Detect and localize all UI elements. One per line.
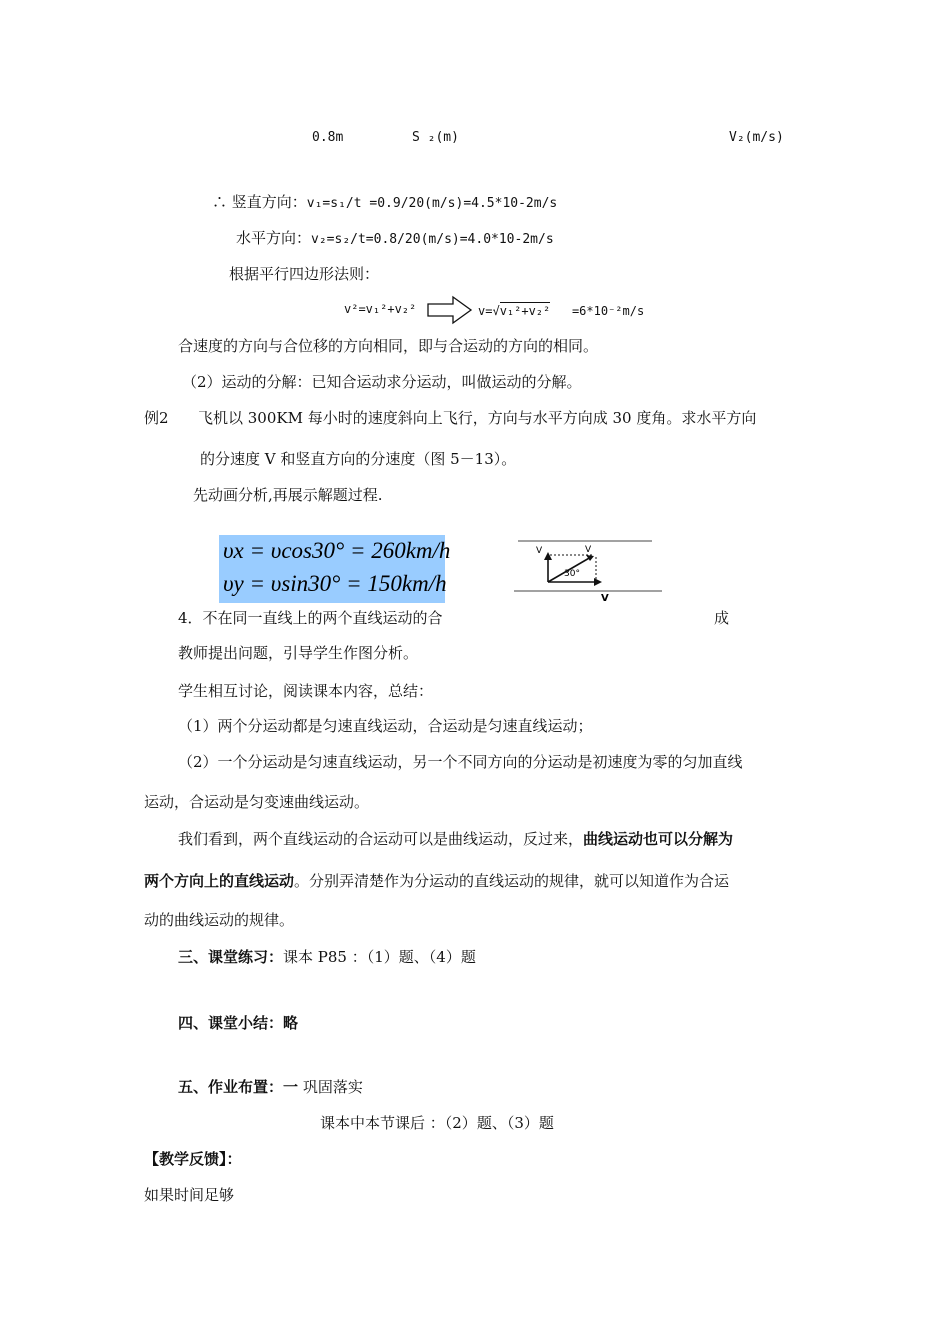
vertical-prefix: ∴ 竖直方向： [212, 193, 307, 211]
para-a: 我们看到，两个直线运动的合运动可以是曲线运动，反过来， [178, 830, 584, 848]
feedback-title: 【教学反馈】： [144, 1150, 242, 1168]
example2-line1: 飞机以 300KM 每小时的速度斜向上飞行，方向与水平方向成 30 度角。求水平方向 [198, 409, 757, 427]
label-s1: 0.8m [312, 130, 344, 145]
para-line2 [144, 872, 729, 890]
students-line: 学生相互讨论，阅读课本内容，总结： [178, 682, 434, 700]
horizontal-prefix: 水平方向： [236, 229, 312, 247]
eq-right-root: v₁²+v₂² [499, 304, 551, 318]
eq-right-prefix: v= [478, 304, 493, 318]
eq-right: v=√v₁²+v₂² =6*10⁻²m/s [478, 304, 645, 318]
diagram-v: V [585, 545, 592, 555]
decomposition: （2）运动的分解：已知合运动求分运动，叫做运动的分解。 [182, 373, 582, 391]
example2-label: 例2 [144, 409, 169, 427]
parallelogram-rule: 根据平行四边形法则： [229, 265, 380, 283]
section5-text: 巩固落实 [302, 1078, 363, 1096]
diagram-vx: V [601, 593, 609, 604]
section3 [178, 948, 476, 966]
section4b-title: 四、课堂小结：略 [178, 1014, 299, 1032]
point2-line1: （2）一个分运动是匀速直线运动，另一个不同方向的分运动是初速度为零的匀加直线 [178, 753, 743, 771]
teacher-line: 教师提出问题，引导学生作图分析。 [178, 644, 419, 662]
para-d: 。分别弄清楚作为分运动的直线运动的规律，就可以知道作为合运 [294, 872, 730, 890]
formula-line-1: υx = υcos30° = 260km/h [223, 538, 451, 563]
velocity-diagram [514, 538, 664, 606]
label-v2: V₂(m/s) [729, 130, 784, 145]
section4-right: 成 [714, 609, 730, 627]
point2-line2: 运动，合运动是匀变速曲线运动。 [144, 793, 370, 811]
vertical-line [212, 193, 557, 212]
para-line3: 动的曲线运动的规律。 [144, 911, 295, 929]
diagram-angle: 30° [564, 569, 580, 579]
para-b: 曲线运动也可以分解为 [583, 830, 734, 848]
arrow-right-icon [427, 295, 473, 325]
vertical-formula: v₁=s₁/t =0.9/20(m/s)=4.5*10-2m/s [306, 196, 558, 211]
combined-direction: 合速度的方向与合位移的方向相同，即与合运动的方向的相同。 [178, 337, 599, 355]
eq-left: v²=v₁²+v₂² [344, 302, 417, 316]
formula-box [219, 535, 451, 603]
para-c: 两个方向上的直线运动 [144, 872, 295, 890]
feedback-text: 如果时间足够 [144, 1186, 235, 1204]
section4-left: 4．不在同一直线上的两个直线运动的合 [178, 609, 443, 627]
diagram-vy: V [536, 546, 543, 556]
section5 [178, 1078, 363, 1096]
formula-line-2: υy = υsin30° = 150km/h [223, 571, 447, 596]
section5-dash: 一 [283, 1078, 299, 1096]
label-s2: S ₂(m) [412, 130, 459, 145]
horizontal-formula: v₂=s₂/t=0.8/20(m/s)=4.0*10-2m/s [311, 232, 554, 247]
section5-line2: 课本中本节课后 ：（2）题、（3）题 [320, 1114, 554, 1132]
section5-title: 五、作业布置： [178, 1078, 284, 1096]
point1: （1）两个分运动都是匀速直线运动，合运动是匀速直线运动； [178, 717, 593, 735]
example2-line2: 的分速度 V 和竖直方向的分速度（图 5－13）。 [200, 450, 517, 468]
example2-note: 先动画分析,再展示解题过程. [193, 486, 383, 504]
horizontal-line [236, 229, 554, 248]
para-line1 [178, 830, 733, 848]
section3-title: 三、课堂练习： [178, 948, 284, 966]
section3-text: 课本 P85 ：（1）题、（4）题 [283, 948, 476, 966]
eq-right-suffix: =6*10⁻²m/s [571, 304, 645, 318]
